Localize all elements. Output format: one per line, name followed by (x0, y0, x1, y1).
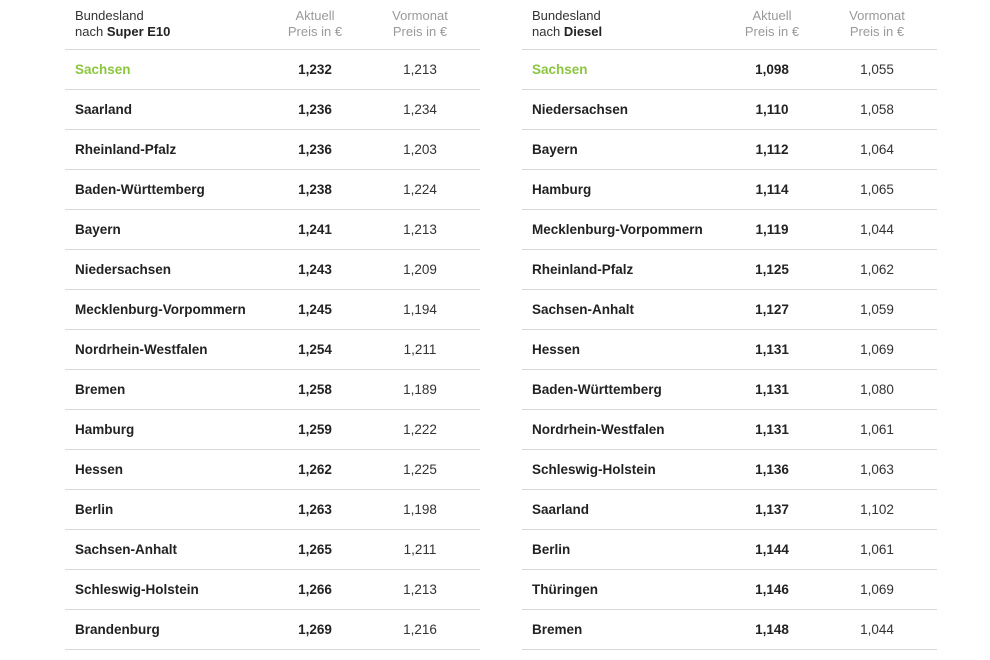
previous-price: 1,225 (403, 462, 437, 477)
table-row (522, 290, 937, 330)
state-name: Sachsen-Anhalt (75, 542, 178, 557)
current-price: 1,125 (755, 262, 789, 277)
state-name: Saarland (75, 102, 133, 117)
current-price: 1,243 (298, 262, 332, 277)
table-row (65, 490, 480, 530)
table-row (65, 530, 480, 570)
previous-price: 1,198 (403, 502, 437, 517)
previous-price: 1,069 (860, 582, 894, 597)
previous-price: 1,203 (403, 142, 437, 157)
table-row (65, 330, 480, 370)
table-row (522, 90, 937, 130)
current-price: 1,131 (755, 342, 789, 357)
header-vormonat: Vormonat Preis in € (392, 8, 448, 39)
state-name: Bremen (532, 622, 583, 637)
previous-price: 1,211 (403, 342, 437, 357)
current-price: 1,258 (298, 382, 332, 397)
current-price: 1,148 (755, 622, 789, 637)
diesel-table-header (522, 0, 937, 50)
previous-price: 1,234 (403, 102, 437, 117)
table-row (522, 610, 937, 650)
current-price: 1,265 (298, 542, 332, 557)
table-row (65, 570, 480, 610)
previous-price: 1,216 (403, 622, 437, 637)
state-name: Bremen (75, 382, 126, 397)
current-price: 1,144 (755, 542, 789, 557)
current-price: 1,269 (298, 622, 332, 637)
previous-price: 1,061 (860, 422, 894, 437)
state-name: Schleswig-Holstein (532, 462, 656, 477)
header-bundesland: Bundesland nach Super E10 (75, 8, 171, 39)
current-price: 1,238 (298, 182, 332, 197)
state-name: Mecklenburg-Vorpommern (75, 302, 246, 317)
state-name: Niedersachsen (75, 262, 172, 277)
previous-price: 1,224 (403, 182, 437, 197)
table-row (65, 170, 480, 210)
table-row (522, 410, 937, 450)
state-name: Sachsen-Anhalt (532, 302, 635, 317)
previous-price: 1,189 (403, 382, 437, 397)
table-row (522, 530, 937, 570)
previous-price: 1,194 (403, 302, 437, 317)
current-price: 1,236 (298, 102, 332, 117)
table-row (65, 290, 480, 330)
previous-price: 1,211 (403, 542, 437, 557)
table-row (65, 250, 480, 290)
diesel-rows (522, 50, 937, 650)
state-name: Saarland (532, 502, 590, 517)
table-row (522, 490, 937, 530)
table-row (65, 90, 480, 130)
state-name: Hessen (75, 462, 124, 477)
previous-price: 1,064 (860, 142, 894, 157)
current-price: 1,119 (755, 222, 789, 237)
state-name: Rheinland-Pfalz (75, 142, 177, 157)
table-row (65, 50, 480, 90)
table-row (522, 250, 937, 290)
state-name: Baden-Württemberg (75, 182, 205, 197)
previous-price: 1,213 (403, 582, 437, 597)
state-name: Thüringen (532, 582, 598, 597)
previous-price: 1,044 (860, 222, 894, 237)
table-row (65, 450, 480, 490)
current-price: 1,232 (298, 62, 332, 77)
current-price: 1,236 (298, 142, 332, 157)
state-name: Rheinland-Pfalz (532, 262, 634, 277)
previous-price: 1,065 (860, 182, 894, 197)
current-price: 1,137 (755, 502, 789, 517)
table-row (522, 450, 937, 490)
current-price: 1,262 (298, 462, 332, 477)
table-row (522, 130, 937, 170)
previous-price: 1,209 (403, 262, 437, 277)
super-e10-rows (65, 50, 480, 650)
state-name: Niedersachsen (532, 102, 629, 117)
state-name: Bayern (75, 222, 121, 237)
state-name: Sachsen (75, 62, 131, 77)
state-name: Mecklenburg-Vorpommern (532, 222, 703, 237)
state-name: Nordrhein-Westfalen (75, 342, 208, 357)
current-price: 1,131 (755, 382, 789, 397)
header-aktuell: Aktuell Preis in € (744, 8, 800, 39)
state-name: Baden-Württemberg (532, 382, 662, 397)
previous-price: 1,061 (860, 542, 894, 557)
state-name: Bayern (532, 142, 578, 157)
previous-price: 1,044 (860, 622, 894, 637)
current-price: 1,131 (755, 422, 789, 437)
state-name: Hamburg (75, 422, 135, 437)
state-name: Nordrhein-Westfalen (532, 422, 665, 437)
previous-price: 1,213 (403, 222, 437, 237)
previous-price: 1,213 (403, 62, 437, 77)
super-e10-table (65, 0, 480, 650)
table-row (522, 50, 937, 90)
previous-price: 1,080 (860, 382, 894, 397)
table-row (522, 210, 937, 250)
table-row (522, 370, 937, 410)
diesel-table (522, 0, 937, 650)
previous-price: 1,062 (860, 262, 894, 277)
current-price: 1,110 (755, 102, 789, 117)
previous-price: 1,222 (403, 422, 437, 437)
current-price: 1,146 (755, 582, 789, 597)
previous-price: 1,059 (860, 302, 894, 317)
state-name: Sachsen (532, 62, 588, 77)
previous-price: 1,102 (860, 502, 894, 517)
state-name: Berlin (75, 502, 114, 517)
state-name: Hessen (532, 342, 581, 357)
current-price: 1,263 (298, 502, 332, 517)
table-row (65, 370, 480, 410)
current-price: 1,259 (298, 422, 332, 437)
header-aktuell: Aktuell Preis in € (287, 8, 343, 39)
current-price: 1,136 (755, 462, 789, 477)
current-price: 1,098 (755, 62, 789, 77)
current-price: 1,114 (755, 182, 789, 197)
previous-price: 1,069 (860, 342, 894, 357)
previous-price: 1,055 (860, 62, 894, 77)
state-name: Schleswig-Holstein (75, 582, 199, 597)
table-row (522, 330, 937, 370)
current-price: 1,241 (298, 222, 332, 237)
state-name: Berlin (532, 542, 571, 557)
table-row (522, 170, 937, 210)
current-price: 1,254 (298, 342, 332, 357)
header-vormonat: Vormonat Preis in € (849, 8, 905, 39)
state-name: Brandenburg (75, 622, 160, 637)
current-price: 1,245 (298, 302, 332, 317)
current-price: 1,266 (298, 582, 332, 597)
previous-price: 1,058 (860, 102, 894, 117)
table-row (65, 130, 480, 170)
super-e10-table-header (65, 0, 480, 50)
current-price: 1,112 (755, 142, 789, 157)
table-row (522, 570, 937, 610)
table-row (65, 410, 480, 450)
previous-price: 1,063 (860, 462, 894, 477)
table-row (65, 210, 480, 250)
current-price: 1,127 (755, 302, 789, 317)
state-name: Hamburg (532, 182, 592, 197)
table-row (65, 610, 480, 650)
header-bundesland: Bundesland nach Diesel (532, 8, 603, 39)
